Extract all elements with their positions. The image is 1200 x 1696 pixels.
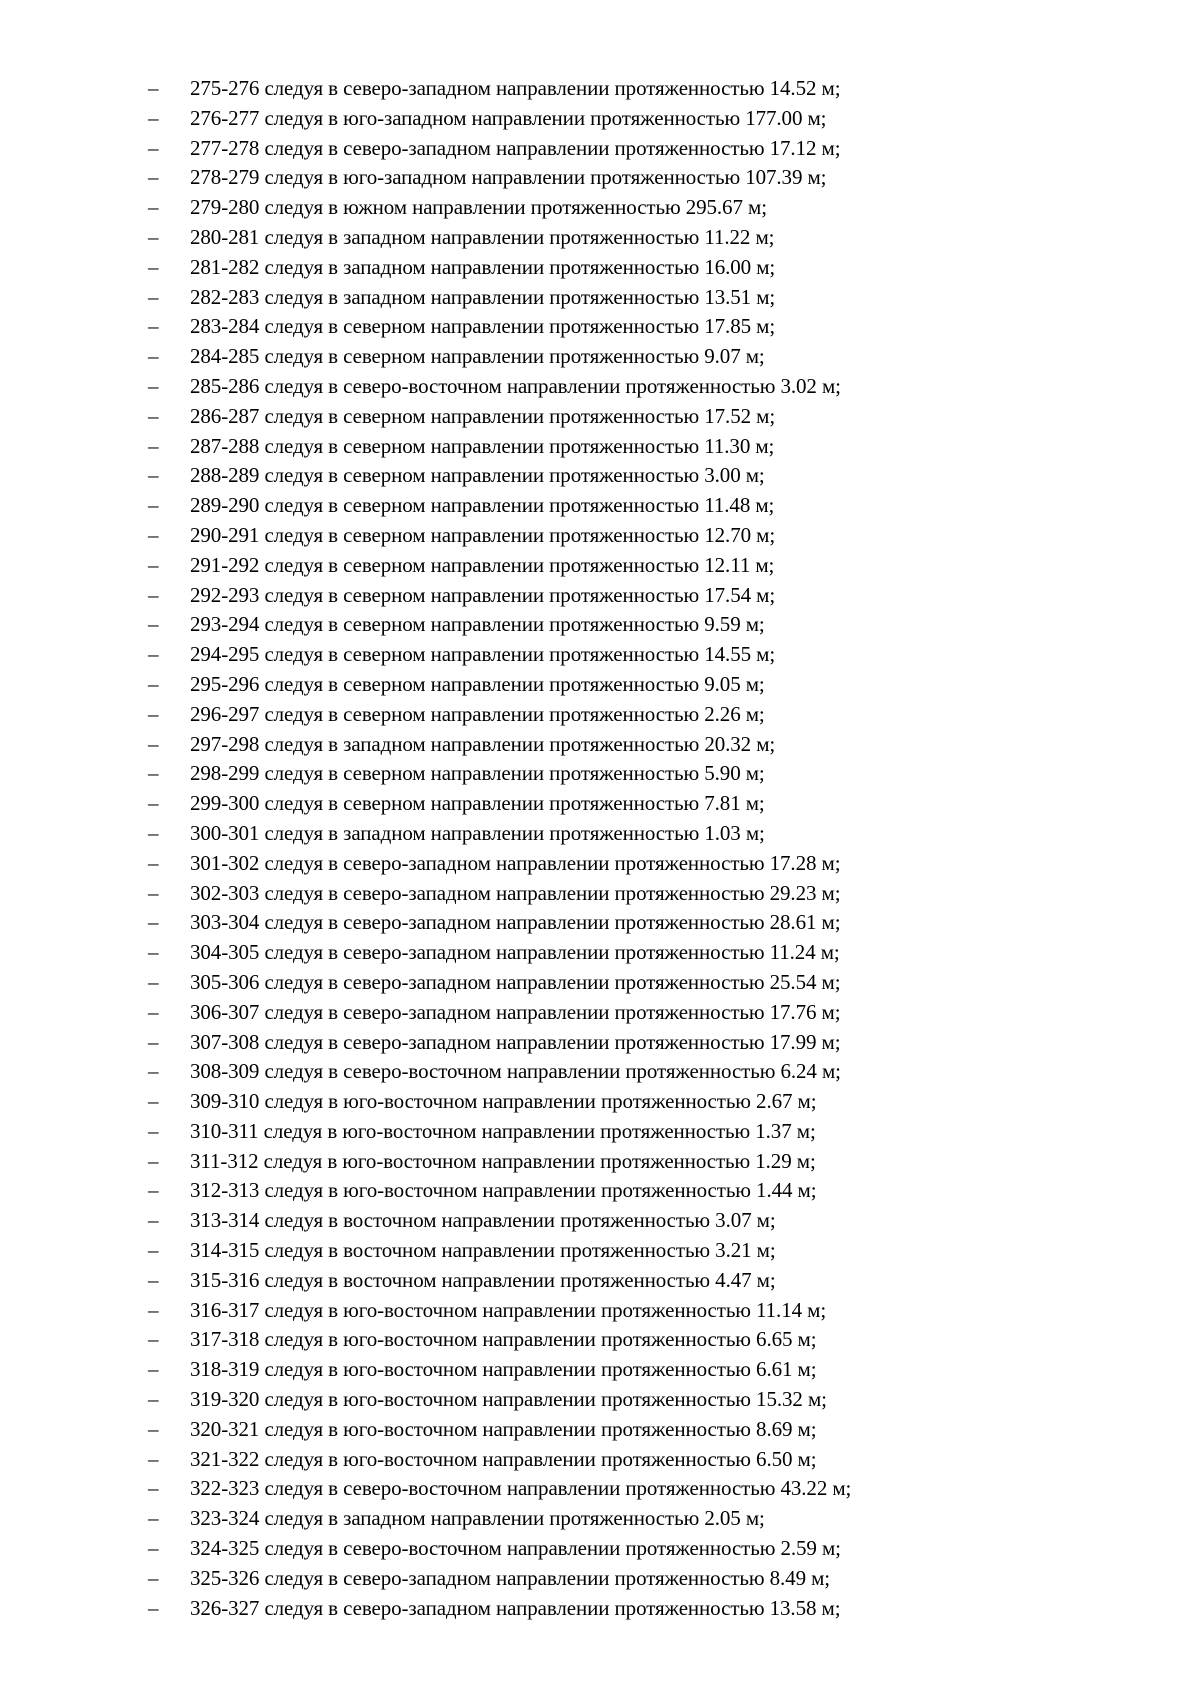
list-bullet: – xyxy=(148,284,159,309)
segment-description: 298-299 следуя в северном направлении протяженностью 5.90 м; xyxy=(190,761,765,786)
list-item xyxy=(148,1176,851,1206)
list-bullet: – xyxy=(148,791,159,816)
list-bullet: – xyxy=(148,373,159,398)
list-item xyxy=(148,402,851,432)
list-item xyxy=(148,104,851,134)
list-item xyxy=(148,581,851,611)
list-bullet: – xyxy=(148,1118,159,1143)
list-item xyxy=(148,1266,851,1296)
list-bullet: – xyxy=(148,1208,159,1233)
list-bullet: – xyxy=(148,1327,159,1352)
list-item xyxy=(148,521,851,551)
list-item xyxy=(148,998,851,1028)
list-bullet: – xyxy=(148,403,159,428)
list-bullet: – xyxy=(148,1059,159,1084)
list-item xyxy=(148,1415,851,1445)
list-item xyxy=(148,1057,851,1087)
list-item xyxy=(148,134,851,164)
list-bullet: – xyxy=(148,1148,159,1173)
segment-description: 314-315 следуя в восточном направлении протяженностью 3.21 м; xyxy=(190,1238,776,1263)
list-bullet: – xyxy=(148,463,159,488)
list-item xyxy=(148,253,851,283)
list-bullet: – xyxy=(148,969,159,994)
segment-description: 291-292 следуя в северном направлении протяженностью 12.11 м; xyxy=(190,552,775,577)
segment-description: 301-302 следуя в северо-западном направлении протяженностью 17.28 м; xyxy=(190,850,841,875)
segment-description: 292-293 следуя в северном направлении протяженностью 17.54 м; xyxy=(190,582,776,607)
segment-description: 288-289 следуя в северном направлении протяженностью 3.00 м; xyxy=(190,463,765,488)
list-item xyxy=(148,640,851,670)
segment-description: 275-276 следуя в северо-западном направлении протяженностью 14.52 м; xyxy=(190,76,841,100)
list-bullet: – xyxy=(148,910,159,935)
list-item xyxy=(148,1504,851,1534)
list-bullet: – xyxy=(148,552,159,577)
list-bullet: – xyxy=(148,1029,159,1054)
list-item xyxy=(148,1594,851,1624)
list-bullet: – xyxy=(148,701,159,726)
segment-description: 320-321 следуя в юго-восточном направлении протяженностью 8.69 м; xyxy=(190,1416,817,1441)
list-item xyxy=(148,1445,851,1475)
list-item xyxy=(148,1296,851,1326)
segment-description: 302-303 следуя в северо-западном направлении протяженностью 29.23 м; xyxy=(190,880,841,905)
list-item xyxy=(148,491,851,521)
segment-description: 299-300 следуя в северном направлении протяженностью 7.81 м; xyxy=(190,791,765,816)
list-item xyxy=(148,1236,851,1266)
list-bullet: – xyxy=(148,433,159,458)
list-item xyxy=(148,938,851,968)
list-bullet: – xyxy=(148,1416,159,1441)
list-item xyxy=(148,342,851,372)
list-item xyxy=(148,1355,851,1385)
segment-description: 325-326 следуя в северо-западном направлении протяженностью 8.49 м; xyxy=(190,1565,831,1590)
segment-description: 297-298 следуя в западном направлении протяженностью 20.32 м; xyxy=(190,731,776,756)
list-item xyxy=(148,312,851,342)
list-item xyxy=(148,74,851,104)
list-item xyxy=(148,1474,851,1504)
list-item xyxy=(148,968,851,998)
list-item xyxy=(148,1534,851,1564)
list-bullet: – xyxy=(148,1565,159,1590)
list-bullet: – xyxy=(148,522,159,547)
segment-description: 294-295 следуя в северном направлении протяженностью 14.55 м; xyxy=(190,642,776,667)
list-bullet: – xyxy=(148,135,159,160)
list-item xyxy=(148,610,851,640)
list-bullet: – xyxy=(148,105,159,130)
segment-description: 290-291 следуя в северном направлении протяженностью 12.70 м; xyxy=(190,522,776,547)
segment-description: 293-294 следуя в северном направлении протяженностью 9.59 м; xyxy=(190,612,765,637)
list-bullet: – xyxy=(148,314,159,339)
list-item xyxy=(148,1564,851,1594)
segment-description: 305-306 следуя в северо-западном направлении протяженностью 25.54 м; xyxy=(190,969,841,994)
segment-description: 278-279 следуя в юго-западном направлении протяженностью 107.39 м; xyxy=(190,165,827,190)
list-item xyxy=(148,1206,851,1236)
segment-description: 296-297 следуя в северном направлении протяженностью 2.26 м; xyxy=(190,701,765,726)
segment-description: 279-280 следуя в южном направлении протяженностью 295.67 м; xyxy=(190,195,767,220)
list-bullet: – xyxy=(148,493,159,518)
segment-description: 282-283 следуя в западном направлении протяженностью 13.51 м; xyxy=(190,284,776,309)
segment-description: 289-290 следуя в северном направлении протяженностью 11.48 м; xyxy=(190,493,775,518)
list-bullet: – xyxy=(148,1267,159,1292)
segment-description: 277-278 следуя в северо-западном направлении протяженностью 17.12 м; xyxy=(190,135,841,160)
list-item xyxy=(148,879,851,909)
list-bullet: – xyxy=(148,195,159,220)
list-item xyxy=(148,849,851,879)
segment-description: 285-286 следуя в северо-восточном направлении протяженностью 3.02 м; xyxy=(190,373,841,398)
list-bullet: – xyxy=(148,880,159,905)
list-bullet: – xyxy=(148,1238,159,1263)
segment-description: 317-318 следуя в юго-восточном направлении протяженностью 6.65 м; xyxy=(190,1327,817,1352)
list-bullet: – xyxy=(148,1536,159,1561)
list-bullet: – xyxy=(148,850,159,875)
segment-description: 286-287 следуя в северном направлении протяженностью 17.52 м; xyxy=(190,403,776,428)
list-item xyxy=(148,1385,851,1415)
list-bullet: – xyxy=(148,820,159,845)
segment-description: 313-314 следуя в восточном направлении протяженностью 3.07 м; xyxy=(190,1208,776,1233)
list-bullet: – xyxy=(148,642,159,667)
list-item xyxy=(148,223,851,253)
segment-description: 312-313 следуя в юго-восточном направлении протяженностью 1.44 м; xyxy=(190,1178,817,1203)
list-item xyxy=(148,1028,851,1058)
list-bullet: – xyxy=(148,344,159,369)
list-bullet: – xyxy=(148,254,159,279)
list-item xyxy=(148,372,851,402)
list-bullet: – xyxy=(148,1297,159,1322)
list-item xyxy=(148,1117,851,1147)
list-bullet: – xyxy=(148,224,159,249)
list-item xyxy=(148,789,851,819)
segment-description: 318-319 следуя в юго-восточном направлении протяженностью 6.61 м; xyxy=(190,1357,817,1382)
list-bullet: – xyxy=(148,671,159,696)
segment-description: 304-305 следуя в северо-западном направлении протяженностью 11.24 м; xyxy=(190,940,840,965)
boundary-segment-list xyxy=(148,74,851,1623)
segment-description: 276-277 следуя в юго-западном направлении протяженностью 177.00 м; xyxy=(190,105,827,130)
list-bullet: – xyxy=(148,1089,159,1114)
segment-description: 295-296 следуя в северном направлении протяженностью 9.05 м; xyxy=(190,671,765,696)
list-item xyxy=(148,700,851,730)
list-bullet: – xyxy=(148,582,159,607)
segment-description: 321-322 следуя в юго-восточном направлении протяженностью 6.50 м; xyxy=(190,1446,817,1471)
segment-description: 316-317 следуя в юго-восточном направлении протяженностью 11.14 м; xyxy=(190,1297,827,1322)
list-bullet: – xyxy=(148,940,159,965)
segment-description: 280-281 следуя в западном направлении протяженностью 11.22 м; xyxy=(190,224,775,249)
segment-description: 300-301 следуя в западном направлении протяженностью 1.03 м; xyxy=(190,820,765,845)
list-item xyxy=(148,730,851,760)
segment-description: 315-316 следуя в восточном направлении протяженностью 4.47 м; xyxy=(190,1267,776,1292)
segment-description: 323-324 следуя в западном направлении протяженностью 2.05 м; xyxy=(190,1506,765,1531)
list-item xyxy=(148,1325,851,1355)
list-item xyxy=(148,670,851,700)
list-bullet: – xyxy=(148,1476,159,1501)
segment-description: 322-323 следуя в северо-восточном направлении протяженностью 43.22 м; xyxy=(190,1476,852,1501)
list-item xyxy=(148,819,851,849)
segment-description: 284-285 следуя в северном направлении протяженностью 9.07 м; xyxy=(190,344,765,369)
segment-description: 308-309 следуя в северо-восточном направлении протяженностью 6.24 м; xyxy=(190,1059,841,1084)
list-bullet: – xyxy=(148,761,159,786)
list-item xyxy=(148,163,851,193)
list-item xyxy=(148,432,851,462)
segment-description: 306-307 следуя в северо-западном направлении протяженностью 17.76 м; xyxy=(190,999,841,1024)
list-bullet: – xyxy=(148,76,159,100)
segment-description: 307-308 следуя в северо-западном направлении протяженностью 17.99 м; xyxy=(190,1029,841,1054)
list-bullet: – xyxy=(148,1595,159,1620)
list-bullet: – xyxy=(148,1506,159,1531)
segment-description: 309-310 следуя в юго-восточном направлении протяженностью 2.67 м; xyxy=(190,1089,817,1114)
list-bullet: – xyxy=(148,612,159,637)
list-item xyxy=(148,461,851,491)
segment-description: 287-288 следуя в северном направлении протяженностью 11.30 м; xyxy=(190,433,775,458)
segment-description: 324-325 следуя в северо-восточном направлении протяженностью 2.59 м; xyxy=(190,1536,841,1561)
list-bullet: – xyxy=(148,731,159,756)
list-item xyxy=(148,1087,851,1117)
segment-description: 303-304 следуя в северо-западном направлении протяженностью 28.61 м; xyxy=(190,910,841,935)
segment-description: 326-327 следуя в северо-западном направлении протяженностью 13.58 м; xyxy=(190,1595,841,1620)
list-item xyxy=(148,193,851,223)
segment-description: 319-320 следуя в юго-восточном направлении протяженностью 15.32 м; xyxy=(190,1387,827,1412)
list-item xyxy=(148,1147,851,1177)
segment-description: 281-282 следуя в западном направлении протяженностью 16.00 м; xyxy=(190,254,776,279)
list-bullet: – xyxy=(148,999,159,1024)
list-bullet: – xyxy=(148,1446,159,1471)
segment-description: 311-312 следуя в юго-восточном направлении протяженностью 1.29 м; xyxy=(190,1148,816,1173)
segment-description: 310-311 следуя в юго-восточном направлении протяженностью 1.37 м; xyxy=(190,1118,816,1143)
list-item xyxy=(148,283,851,313)
list-item xyxy=(148,551,851,581)
list-item xyxy=(148,759,851,789)
list-bullet: – xyxy=(148,1387,159,1412)
segment-description: 283-284 следуя в северном направлении протяженностью 17.85 м; xyxy=(190,314,776,339)
list-bullet: – xyxy=(148,1178,159,1203)
list-bullet: – xyxy=(148,165,159,190)
list-bullet: – xyxy=(148,1357,159,1382)
list-item xyxy=(148,908,851,938)
